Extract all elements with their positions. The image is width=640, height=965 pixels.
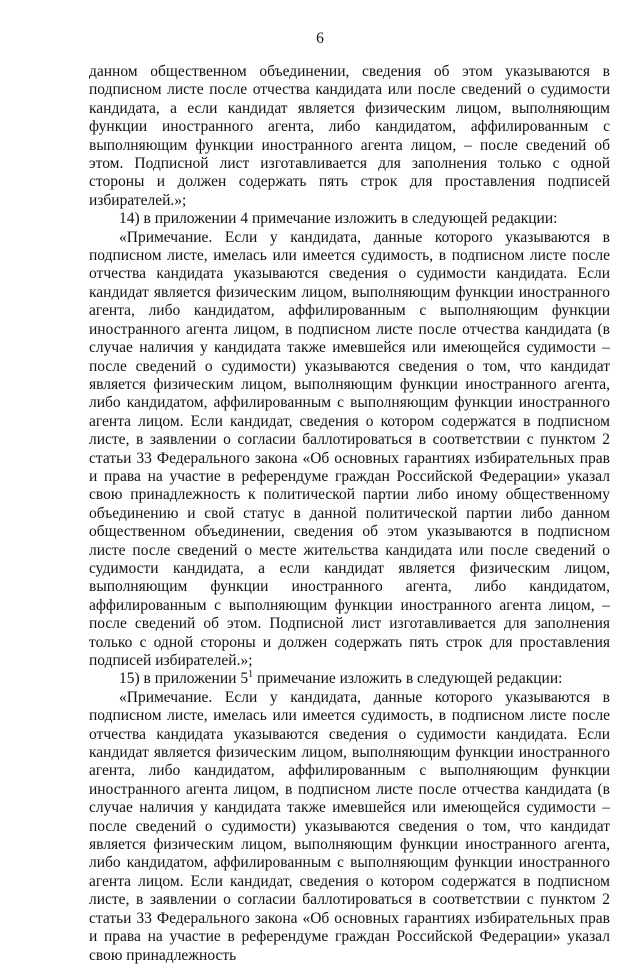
paragraph-note-appendix-5-1: «Примечание. Если у кандидата, данные которого указываются в подписном листе, имелась или имеется судимость, в подписном листе после отчества кандидата указываются сведения о судимости кандидата. Если кандидат является физическим лицом, выполняющим функции иностранного агента, либо кандидатом, аффилированным с выполняющим функции иностранного агента лицом, в подписном листе после отчества кандидата (в случае наличия у кандидата также имевшейся или имеющейся судимости – после сведений о судимости) указываются сведения о том, что кандидат является физическим лицом, выполняющим функции иностранного агента, либо кандидатом, аффилированным с выполняющим функции иностранного агента лицом. Если кандидат, сведения о котором содержатся в подписном листе, в заявлении о согласии баллотироваться в соответствии с пунктом 2 статьи 33 Федерального закона «Об основных гарантиях избирательных прав и права на участие в референдуме граждан Российской Федерации» указал свою принадлежность [89, 688, 610, 964]
paragraph-item-14: 14) в приложении 4 примечание изложить в следующей редакции: [119, 210, 558, 228]
paragraph-continuation: данном общественном объединении, сведения об этом указываются в подписном листе после отчества кандидата или после сведений о судимости кандидата, а если кандидат является физическим лицом, выполняющим функции иностранного агента, либо кандидатом, аффилированным с выполняющим функции иностранного агента лицом, – после сведений об этом. Подписной лист изготавливается для заполнения только с одной стороны и должен содержать пять строк для проставления подписей избирателей.»; [89, 63, 610, 209]
appendix-superscript: 1 [248, 669, 254, 681]
paragraph-item-15 [89, 670, 610, 688]
document-body [89, 63, 610, 965]
item-15-text-after: примечание изложить в следующей редакции: [253, 670, 563, 688]
item-15-text-before: 15) в приложении 5 [119, 670, 249, 688]
paragraph-note-appendix-4: «Примечание. Если у кандидата, данные которого указываются в подписном листе, имелась или имеется судимость, в подписном листе после отчества кандидата указываются сведения о судимости кандидата. Если кандидат является физическим лицом, выполняющим функции иностранного агента, либо кандидатом, аффилированным с выполняющим функции иностранного агента лицом, в подписном листе после отчества кандидата (в случае наличия у кандидата также имевшейся или имеющейся судимости – после сведений о судимости) указываются сведения о том, что кандидат является физическим лицом, выполняющим функции иностранного агента, либо кандидатом, аффилированным с выполняющим функции иностранного агента лицом. Если кандидат, сведения о котором содержатся в подписном листе, в заявлении о согласии баллотироваться в соответствии с пунктом 2 статьи 33 Федерального закона «Об основных гарантиях избирательных прав и права на участие в референдуме граждан Российской Федерации» указал свою принадлежность к политической партии либо иному общественному объединению и свой статус в данной политической партии либо данном общественном объединении, сведения об этом указываются в подписном листе после сведений о месте жительства кандидата или после сведений о судимости кандидата, а если кандидат является физическим лицом, выполняющим функции иностранного агента, либо кандидатом, аффилированным с выполняющим функции иностранного агента лицом, – после сведений об этом. Подписной лист изготавливается для заполнения только с одной стороны и должен содержать пять строк для проставления подписей избирателей.»; [89, 228, 610, 669]
page-number: 6 [316, 30, 324, 47]
